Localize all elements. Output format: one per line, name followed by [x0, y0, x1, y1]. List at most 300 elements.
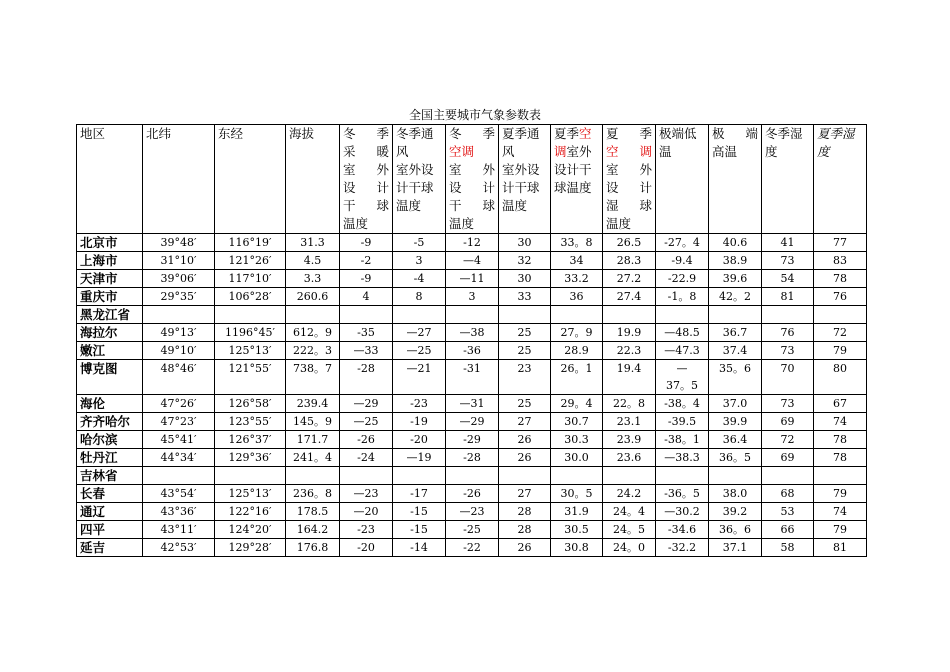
column-header [709, 125, 762, 234]
header-line: 室 外 [343, 162, 389, 177]
value-cell [215, 467, 286, 485]
header-line: 风 [396, 144, 409, 159]
value-cell: 36。5 [709, 449, 762, 467]
header-line: 温度 [449, 216, 475, 231]
header-line: 设计干 [554, 162, 592, 177]
header-line: 海拔 [289, 126, 315, 141]
region-cell: 黑龙江省 [77, 306, 143, 324]
value-cell: 171.7 [286, 431, 340, 449]
column-header [814, 125, 867, 234]
value-cell [215, 306, 286, 324]
value-cell: 126°37′ [215, 431, 286, 449]
value-cell: 25 [499, 395, 551, 413]
value-cell: 72 [762, 431, 814, 449]
header-line: 温度 [502, 198, 528, 213]
value-cell: 37.4 [709, 342, 762, 360]
value-cell: 70 [762, 360, 814, 395]
value-cell: -36。5 [656, 485, 709, 503]
value-cell: 83 [814, 252, 867, 270]
value-cell: 3.3 [286, 270, 340, 288]
header-line: 温度 [343, 216, 369, 231]
value-cell [709, 467, 762, 485]
value-cell: 126°58′ [215, 395, 286, 413]
value-cell: -35 [340, 324, 393, 342]
table-row [77, 324, 867, 342]
table-row [77, 467, 867, 485]
value-cell: 176.8 [286, 539, 340, 557]
region-cell: 重庆市 [77, 288, 143, 306]
value-cell: 76 [814, 288, 867, 306]
value-cell: —19 [393, 449, 446, 467]
value-cell: 30.8 [551, 539, 603, 557]
header-line: 夏季通 [502, 126, 540, 141]
header-line: 球温度 [554, 180, 592, 195]
region-cell: 吉林省 [77, 467, 143, 485]
value-cell: 129°28′ [215, 539, 286, 557]
header-line: 冬季通 [396, 126, 434, 141]
value-cell: 36 [551, 288, 603, 306]
value-cell: 30。5 [551, 485, 603, 503]
value-cell: 30 [499, 234, 551, 252]
value-cell [446, 306, 499, 324]
header-line: 干 球 [449, 198, 495, 213]
value-cell: 36。6 [709, 521, 762, 539]
value-cell: 4 [340, 288, 393, 306]
value-cell: 39°48′ [143, 234, 215, 252]
region-cell: 嫩江 [77, 342, 143, 360]
value-cell: -2 [340, 252, 393, 270]
value-cell: 25 [499, 342, 551, 360]
column-header [551, 125, 603, 234]
value-cell [656, 467, 709, 485]
value-cell: -9.4 [656, 252, 709, 270]
value-cell: —47.3 [656, 342, 709, 360]
value-cell: 74 [814, 413, 867, 431]
header-line: 湿 球 [606, 198, 652, 213]
value-cell: 81 [762, 288, 814, 306]
header-line: 室 外 [606, 162, 652, 177]
column-header [656, 125, 709, 234]
value-cell: 3 [446, 288, 499, 306]
value-cell: 36.7 [709, 324, 762, 342]
value-cell: 106°28′ [215, 288, 286, 306]
region-cell: 四平 [77, 521, 143, 539]
value-cell: 58 [762, 539, 814, 557]
header-line: 室外设 [396, 162, 434, 177]
value-cell: -34.6 [656, 521, 709, 539]
value-cell: 24。4 [603, 503, 656, 521]
value-cell: -15 [393, 521, 446, 539]
region-cell: 海拉尔 [77, 324, 143, 342]
value-cell [656, 306, 709, 324]
value-cell: 72 [814, 324, 867, 342]
value-cell: 38.0 [709, 485, 762, 503]
header-line: 计干球 [502, 180, 540, 195]
value-cell: 28 [499, 521, 551, 539]
value-cell: —20 [340, 503, 393, 521]
header-line: 干 球 [343, 198, 389, 213]
region-cell: 延吉 [77, 539, 143, 557]
value-cell: —29 [340, 395, 393, 413]
value-cell: 116°19′ [215, 234, 286, 252]
value-cell: 117°10′ [215, 270, 286, 288]
column-header [215, 125, 286, 234]
table-row [77, 234, 867, 252]
value-cell: 260.6 [286, 288, 340, 306]
value-cell: 39.9 [709, 413, 762, 431]
column-header [286, 125, 340, 234]
value-cell: -26 [446, 485, 499, 503]
weather-parameter-table [76, 124, 867, 557]
value-cell: 74 [814, 503, 867, 521]
column-header [499, 125, 551, 234]
value-cell: -25 [446, 521, 499, 539]
value-cell: 25 [499, 324, 551, 342]
value-cell: -14 [393, 539, 446, 557]
value-cell: 35。6 [709, 360, 762, 395]
value-cell: —30.2 [656, 503, 709, 521]
value-cell [393, 306, 446, 324]
table-row [77, 539, 867, 557]
value-cell [603, 467, 656, 485]
value-cell: -28 [446, 449, 499, 467]
value-cell: 19.4 [603, 360, 656, 395]
value-cell [286, 306, 340, 324]
value-cell: 38.9 [709, 252, 762, 270]
value-cell: -23 [340, 521, 393, 539]
value-cell: 33。8 [551, 234, 603, 252]
value-cell [340, 306, 393, 324]
value-cell [393, 467, 446, 485]
value-cell [814, 467, 867, 485]
value-cell: 27 [499, 413, 551, 431]
value-cell: —21 [393, 360, 446, 395]
value-cell: 79 [814, 521, 867, 539]
value-cell: —38.3 [656, 449, 709, 467]
value-cell: 53 [762, 503, 814, 521]
value-cell: 81 [814, 539, 867, 557]
value-cell: 239.4 [286, 395, 340, 413]
value-cell: 22。8 [603, 395, 656, 413]
value-cell: 39°06′ [143, 270, 215, 288]
value-cell: -28 [340, 360, 393, 395]
value-cell: 28.9 [551, 342, 603, 360]
header-line: 度 [817, 144, 830, 159]
value-cell: —25 [340, 413, 393, 431]
value-cell: 33.2 [551, 270, 603, 288]
value-cell: 43°54′ [143, 485, 215, 503]
value-cell: 42。2 [709, 288, 762, 306]
header-line: 高温 [712, 144, 738, 159]
table-row [77, 342, 867, 360]
value-cell [340, 467, 393, 485]
value-cell: 44°34′ [143, 449, 215, 467]
value-cell: -19 [393, 413, 446, 431]
value-cell: 26 [499, 449, 551, 467]
table-row [77, 288, 867, 306]
value-cell [143, 467, 215, 485]
header-line: 夏季湿 [817, 126, 855, 141]
table-row [77, 521, 867, 539]
value-cell: 39.6 [709, 270, 762, 288]
value-cell: 125°13′ [215, 342, 286, 360]
value-cell: 49°13′ [143, 324, 215, 342]
value-cell [709, 306, 762, 324]
value-cell: -24 [340, 449, 393, 467]
header-line: 冬 季 [449, 126, 495, 141]
value-cell: 69 [762, 413, 814, 431]
value-cell: —27 [393, 324, 446, 342]
value-cell: -17 [393, 485, 446, 503]
value-cell: —23 [340, 485, 393, 503]
header-line: 东经 [218, 126, 244, 141]
value-cell: 1196°45′ [215, 324, 286, 342]
value-cell: 54 [762, 270, 814, 288]
region-cell: 北京市 [77, 234, 143, 252]
value-cell: 27 [499, 485, 551, 503]
value-cell: 30.7 [551, 413, 603, 431]
value-cell: 73 [762, 252, 814, 270]
table-row [77, 252, 867, 270]
value-cell: 31°10′ [143, 252, 215, 270]
value-cell: 45°41′ [143, 431, 215, 449]
value-cell: 78 [814, 431, 867, 449]
value-cell: -32.2 [656, 539, 709, 557]
header-line: 采 暖 [343, 144, 389, 159]
value-cell [762, 467, 814, 485]
region-cell: 上海市 [77, 252, 143, 270]
value-cell: 23 [499, 360, 551, 395]
region-cell: 海伦 [77, 395, 143, 413]
table-row [77, 431, 867, 449]
header-line: 调室外 [554, 144, 592, 159]
value-cell: 129°36′ [215, 449, 286, 467]
table-title: 全国主要城市气象参数表 [408, 108, 541, 122]
value-cell: -1。8 [656, 288, 709, 306]
value-cell: -5 [393, 234, 446, 252]
value-cell: 236。8 [286, 485, 340, 503]
value-cell: 3 [393, 252, 446, 270]
table-row [77, 449, 867, 467]
value-cell: —4 [446, 252, 499, 270]
value-cell: 69 [762, 449, 814, 467]
value-cell: 24.2 [603, 485, 656, 503]
value-cell: 36.4 [709, 431, 762, 449]
value-cell: 222。3 [286, 342, 340, 360]
value-cell: -26 [340, 431, 393, 449]
header-line: 极端低 [659, 126, 697, 141]
value-cell: 37.0 [709, 395, 762, 413]
value-cell: 28.3 [603, 252, 656, 270]
header-line: 极 端 [712, 126, 758, 141]
value-cell: —31 [446, 395, 499, 413]
value-cell: 77 [814, 234, 867, 252]
value-cell: -22 [446, 539, 499, 557]
value-cell: 31.3 [286, 234, 340, 252]
header-line: 度 [765, 144, 778, 159]
value-cell: 121°55′ [215, 360, 286, 395]
value-cell: 66 [762, 521, 814, 539]
region-cell: 齐齐哈尔 [77, 413, 143, 431]
value-cell: 40.6 [709, 234, 762, 252]
value-cell: 31.9 [551, 503, 603, 521]
value-cell: 30.3 [551, 431, 603, 449]
value-cell: 23.1 [603, 413, 656, 431]
value-cell: 123°55′ [215, 413, 286, 431]
header-line: 夏 季 [606, 126, 652, 141]
region-cell: 通辽 [77, 503, 143, 521]
value-cell: 33 [499, 288, 551, 306]
header-line: 风 [502, 144, 515, 159]
header-line: 设 计 [343, 180, 389, 195]
region-cell: 天津市 [77, 270, 143, 288]
value-cell: 47°26′ [143, 395, 215, 413]
value-cell: 47°23′ [143, 413, 215, 431]
column-header [762, 125, 814, 234]
value-cell: 30 [499, 270, 551, 288]
value-cell: 28 [499, 503, 551, 521]
value-cell: — 37。5 [656, 360, 709, 395]
column-header [393, 125, 446, 234]
value-cell: -38。1 [656, 431, 709, 449]
value-cell: 43°36′ [143, 503, 215, 521]
value-cell: -4 [393, 270, 446, 288]
value-cell [499, 306, 551, 324]
value-cell: 121°26′ [215, 252, 286, 270]
table-row [77, 360, 867, 395]
column-header [340, 125, 393, 234]
table-body [77, 234, 867, 557]
value-cell: 612。9 [286, 324, 340, 342]
header-line: 室 外 [449, 162, 495, 177]
header-line: 温度 [396, 198, 422, 213]
value-cell: 738。7 [286, 360, 340, 395]
value-cell: 145。9 [286, 413, 340, 431]
value-cell: 49°10′ [143, 342, 215, 360]
value-cell: —33 [340, 342, 393, 360]
value-cell: 178.5 [286, 503, 340, 521]
header-line: 设 计 [449, 180, 495, 195]
value-cell: 29°35′ [143, 288, 215, 306]
value-cell [603, 306, 656, 324]
value-cell: 26 [499, 539, 551, 557]
value-cell: -31 [446, 360, 499, 395]
value-cell: —25 [393, 342, 446, 360]
table-row [77, 503, 867, 521]
value-cell: 79 [814, 485, 867, 503]
column-header [143, 125, 215, 234]
value-cell: -39.5 [656, 413, 709, 431]
value-cell: 39.2 [709, 503, 762, 521]
value-cell: —23 [446, 503, 499, 521]
value-cell: 4.5 [286, 252, 340, 270]
value-cell: 19.9 [603, 324, 656, 342]
value-cell: 76 [762, 324, 814, 342]
value-cell: 164.2 [286, 521, 340, 539]
value-cell: 23.6 [603, 449, 656, 467]
value-cell: —11 [446, 270, 499, 288]
column-header [603, 125, 656, 234]
value-cell [762, 306, 814, 324]
header-line: 地区 [80, 126, 106, 141]
value-cell: -22.9 [656, 270, 709, 288]
value-cell [814, 306, 867, 324]
header-line: 夏季空 [554, 126, 592, 141]
value-cell: 26.5 [603, 234, 656, 252]
value-cell: 122°16′ [215, 503, 286, 521]
value-cell: 34 [551, 252, 603, 270]
value-cell: 73 [762, 395, 814, 413]
value-cell: 67 [814, 395, 867, 413]
header-line: 北纬 [146, 126, 172, 141]
value-cell: -36 [446, 342, 499, 360]
value-cell: -20 [340, 539, 393, 557]
value-cell: -29 [446, 431, 499, 449]
value-cell: -15 [393, 503, 446, 521]
header-row [77, 125, 867, 234]
table-row [77, 395, 867, 413]
table-row [77, 270, 867, 288]
value-cell: 29。4 [551, 395, 603, 413]
header-line: 冬季湿 [765, 126, 803, 141]
region-cell: 长春 [77, 485, 143, 503]
value-cell [286, 467, 340, 485]
value-cell: 78 [814, 270, 867, 288]
value-cell: 73 [762, 342, 814, 360]
value-cell: 80 [814, 360, 867, 395]
value-cell: -23 [393, 395, 446, 413]
header-line: 温度 [606, 216, 632, 231]
header-line: 温 [659, 144, 672, 159]
header-line: 设 计 [606, 180, 652, 195]
value-cell: 26 [499, 431, 551, 449]
table-row [77, 413, 867, 431]
value-cell [143, 306, 215, 324]
value-cell: -12 [446, 234, 499, 252]
value-cell: 125°13′ [215, 485, 286, 503]
value-cell: —38 [446, 324, 499, 342]
table-row [77, 306, 867, 324]
header-line: 室外设 [502, 162, 540, 177]
region-cell: 博克图 [77, 360, 143, 395]
value-cell: 27.4 [603, 288, 656, 306]
header-line: 冬 季 [343, 126, 389, 141]
region-cell: 哈尔滨 [77, 431, 143, 449]
region-cell: 牡丹江 [77, 449, 143, 467]
value-cell: 79 [814, 342, 867, 360]
value-cell [499, 467, 551, 485]
value-cell: -9 [340, 234, 393, 252]
value-cell: 30.5 [551, 521, 603, 539]
value-cell: 37.1 [709, 539, 762, 557]
value-cell: 241。4 [286, 449, 340, 467]
value-cell: -27。4 [656, 234, 709, 252]
value-cell: 68 [762, 485, 814, 503]
value-cell: -20 [393, 431, 446, 449]
column-header [77, 125, 143, 234]
value-cell: 41 [762, 234, 814, 252]
value-cell: 43°11′ [143, 521, 215, 539]
value-cell: 32 [499, 252, 551, 270]
value-cell: 124°20′ [215, 521, 286, 539]
value-cell: 24。0 [603, 539, 656, 557]
header-line: 空调 [449, 144, 475, 159]
column-header [446, 125, 499, 234]
header-line: 计干球 [396, 180, 434, 195]
table-row [77, 485, 867, 503]
value-cell: 78 [814, 449, 867, 467]
value-cell: -9 [340, 270, 393, 288]
